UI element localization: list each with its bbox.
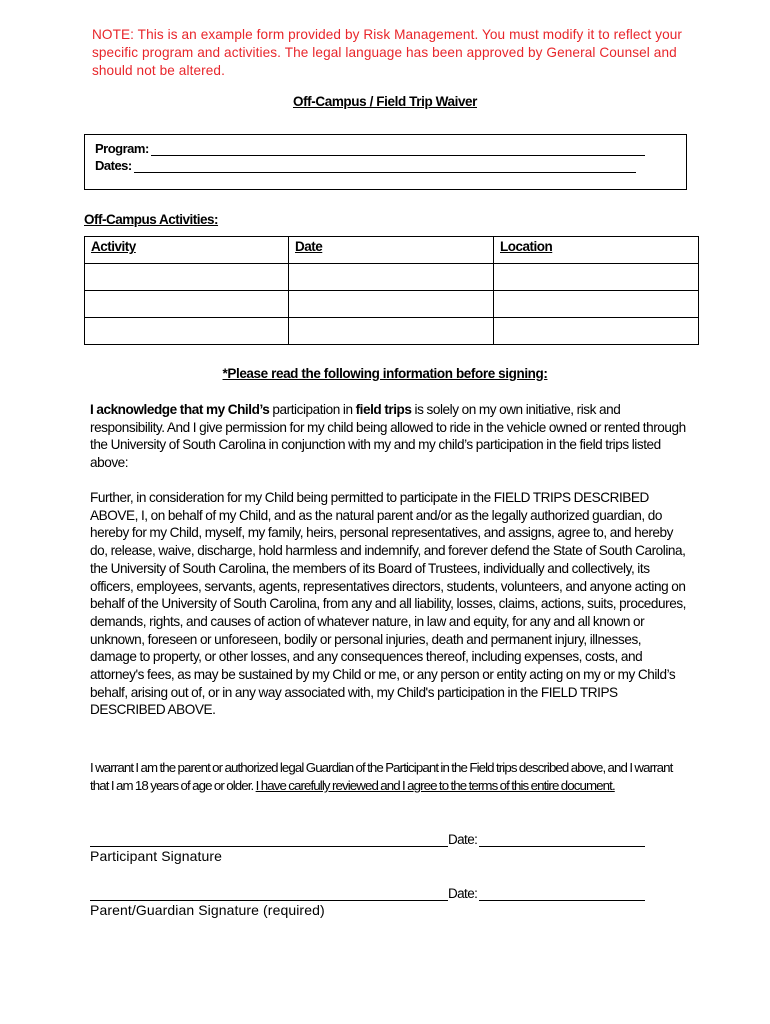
note-line-3: should not be altered. (92, 63, 225, 78)
location-cell[interactable] (494, 318, 699, 345)
location-cell[interactable] (494, 291, 699, 318)
column-header-activity: Activity (85, 237, 289, 264)
risk-management-note (92, 26, 712, 80)
warrant-paragraph (90, 759, 690, 795)
participant-signature-block (90, 829, 690, 864)
guardian-signature-block (90, 883, 690, 918)
dates-line (95, 158, 636, 173)
note-line-1: NOTE: This is an example form provided by Risk Management. You must modify it to reflect your (92, 27, 683, 42)
acknowledge-text-1: participation in (269, 402, 356, 417)
guardian-date-field[interactable] (479, 888, 645, 901)
form-title: Off-Campus / Field Trip Waiver (292, 94, 478, 109)
activity-cell[interactable] (85, 291, 289, 318)
please-read-heading: *Please read the following information before signing: (222, 366, 548, 381)
table-header-row (85, 237, 699, 264)
program-line (95, 141, 645, 156)
participant-date-field[interactable] (479, 834, 645, 847)
activity-cell[interactable] (85, 264, 289, 291)
guardian-signature-caption: Parent/Guardian Signature (required) (90, 902, 325, 918)
warrant-agreement: I have carefully reviewed and I agree to the terms of this entire document. (255, 778, 615, 793)
guardian-date-label: Date: (448, 886, 478, 901)
date-cell[interactable] (289, 318, 494, 345)
date-cell[interactable] (289, 264, 494, 291)
guardian-signature-field[interactable] (90, 888, 448, 901)
column-header-date: Date (289, 237, 494, 264)
activities-table (84, 236, 699, 345)
table-row (85, 264, 699, 291)
date-cell[interactable] (289, 291, 494, 318)
activity-cell[interactable] (85, 318, 289, 345)
participant-signature-line (90, 829, 690, 847)
column-header-location: Location (494, 237, 699, 264)
participant-signature-field[interactable] (90, 834, 448, 847)
guardian-signature-line (90, 883, 690, 901)
note-line-2: specific program and activities. The legal language has been approved by General Counsel and (92, 45, 677, 60)
activities-heading: Off-Campus Activities: (84, 212, 219, 227)
acknowledge-text-2: is solely on my own initiative, risk and responsibility. And I give permission for my child being allowed to ride in the vehicle owned or rented through the University of South Carolina in conjunction with my and my child’s participation in the field trips listed above: (90, 402, 686, 471)
dates-field[interactable] (134, 160, 636, 173)
participant-signature-caption: Participant Signature (90, 848, 223, 864)
warrant-text: I warrant I am the parent or authorized legal Guardian of the Participant in the Field trips described above, and I warrant that I am 18 years of age or older. (90, 760, 673, 793)
program-info-box (84, 134, 687, 190)
dates-label: Dates: (95, 158, 132, 173)
program-label: Program: (95, 141, 149, 156)
acknowledge-bold-1: I acknowledge that my Child’s (90, 402, 270, 417)
acknowledge-bold-2: field trips (355, 402, 412, 417)
table-row (85, 318, 699, 345)
location-cell[interactable] (494, 264, 699, 291)
program-field[interactable] (151, 143, 645, 156)
release-paragraph: Further, in consideration for my Child being permitted to participate in the FIELD TRIPS DESCRIBED ABOVE, I, on behalf of my Child, and as the natural parent and/or as the legally authorized guardian, do hereby for my Child, myself, my family, heirs, personal representatives, and assigns, agree to, and hereby do, release, waive, discharge, hold harmless and indemnify, and forever defend the State of South Carolina, the University of South Carolina, the members of its Board of Trustees, individually and collectively, its officers, employees, servants, agents, representatives directors, students, volunteers, and anyone acting on behalf of the University of South Carolina, from any and all liability, losses, claims, actions, suits, procedures, demands, rights, and causes of action of whatever nature, in law and equity, for any and all known or unknown, foreseen or unforeseen, bodily or personal injuries, death and permanent injury, illnesses, damage to property, or other losses, and any consequences thereof, including expenses, costs, and attorney's fees, as may be sustained by my Child or me, or any person or entity acting on my or my Child’s behalf, arising out of, or in any way associated with, my Child's participation in the FIELD TRIPS DESCRIBED ABOVE. (90, 490, 686, 718)
table-row (85, 291, 699, 318)
participant-date-label: Date: (448, 832, 478, 847)
acknowledge-paragraph (90, 401, 690, 472)
